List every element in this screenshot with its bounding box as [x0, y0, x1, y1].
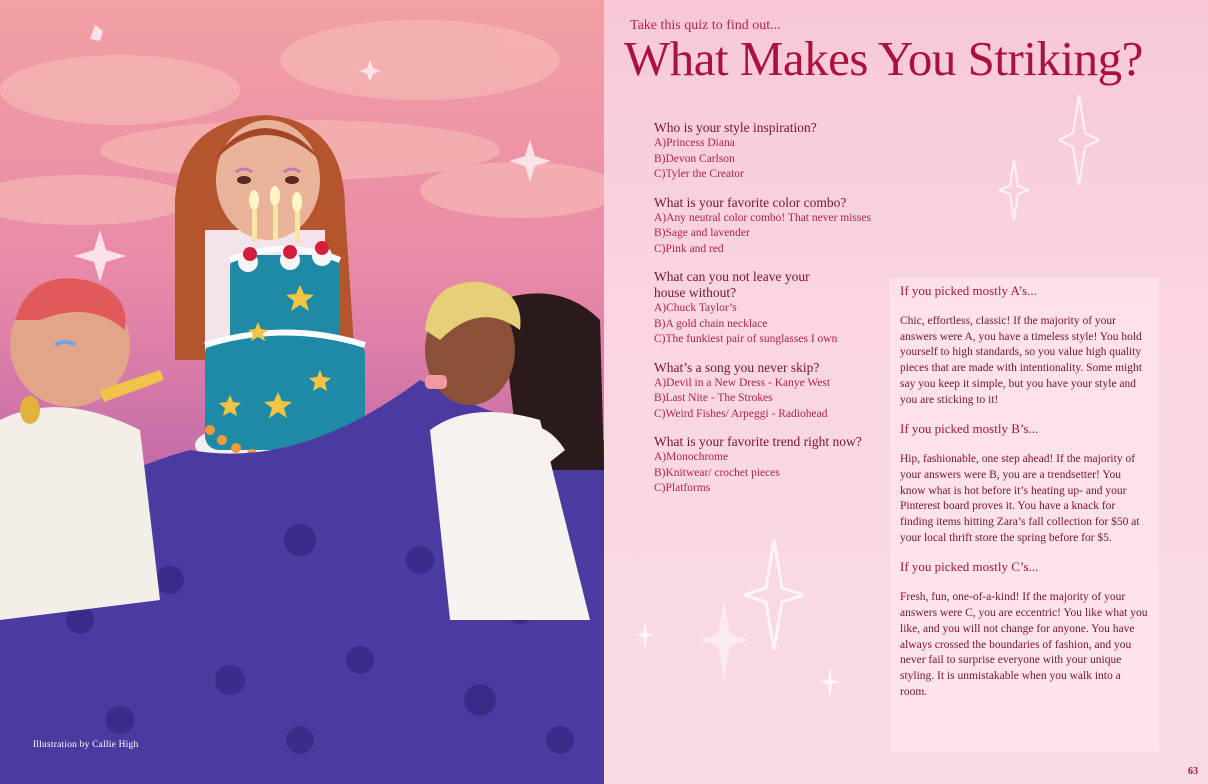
answer-option-b: B)A gold chain necklace [654, 317, 768, 330]
result-body-c: Fresh, fun, one-of-a-kind! If the majority of your answers were C, you are eccentric! You like what you like, and you will not change for anyone. You have always crossed the boundaries of fashion, and you never fail to surprise everyone with your unique styling. It is unmistakable when you walk into a room. [900, 591, 1148, 698]
result-heading-b: If you picked mostly B’s... [900, 421, 1039, 437]
illustration-credit: Illustration by Callie High [33, 740, 139, 750]
sparkle-icon [699, 600, 749, 680]
answer-option-c: C)The funkiest pair of sunglasses I own [654, 333, 838, 345]
answer-option-b: B)Knitwear/ crochet pieces [654, 466, 780, 479]
quiz-question [654, 269, 894, 348]
answer-option-c: C)Tyler the Creator [654, 168, 744, 180]
answer-option-a: A)Princess Diana [654, 137, 735, 149]
answer-option-a: A)Chuck Taylor’s [654, 302, 737, 314]
sparkle-icon [744, 540, 804, 650]
answer-option-b: B)Sage and lavender [654, 227, 750, 239]
question-text: What’s a song you never skip? [654, 359, 820, 375]
answer-option-c: C)Weird Fishes/ Arpeggi - Radiohead [654, 407, 828, 420]
answer-option-c: C)Platforms [654, 482, 711, 494]
results-panel [890, 278, 1159, 752]
result-body-a: Chic, effortless, classic! If the majority of your answers were A, you have a timeless style! You hold yourself to high standards, so you value high quality pieces that are made with intentionality. Some might say you keep it simple, but you have your style and you are sticking to it! [900, 315, 1142, 406]
quiz-question [654, 195, 894, 258]
question-text: What is your favorite color combo? [654, 194, 847, 210]
quiz-question [654, 434, 894, 497]
sparkle-icon [999, 160, 1029, 220]
answer-option-a: A)Devil in a New Dress - Kanye West [654, 376, 831, 389]
quiz-question [654, 120, 894, 183]
result-body-b: Hip, fashionable, one step ahead! If the majority of your answers were B, you are a trendsetter! You know what is hot before it’s heating up- and your Pinterest board proves it. You have a knack for finding items hitting Zara’s fall collection for $50 at your local thrift store the spring before for $5. [900, 453, 1140, 544]
quiz-questions [654, 120, 894, 509]
answer-option-a: A)Any neutral color combo! That never misses [654, 211, 871, 224]
question-text: What can you not leave your house without? [654, 269, 810, 300]
answer-option-a: A)Monochrome [654, 451, 729, 463]
article-page [604, 0, 1208, 784]
sparkle-icon [819, 665, 841, 699]
question-text: What is your favorite trend right now? [654, 434, 862, 449]
sparkle-icon [636, 620, 654, 650]
result-heading-a: If you picked mostly A’s... [900, 283, 1037, 298]
result-heading-c: If you picked mostly C’s... [900, 559, 1039, 575]
answer-option-b: B)Devon Carlson [654, 152, 735, 165]
article-kicker: Take this quiz to find out... [630, 18, 781, 33]
question-text: Who is your style inspiration? [654, 120, 817, 135]
page-number: 63 [1188, 766, 1198, 777]
right-person [425, 282, 604, 620]
answer-option-b: B)Last Nite - The Strokes [654, 392, 773, 404]
quiz-question [654, 360, 894, 423]
article-title: What Makes You Striking? [624, 31, 1143, 86]
answer-option-c: C)Pink and red [654, 242, 724, 255]
sparkle-icon [1059, 95, 1099, 185]
